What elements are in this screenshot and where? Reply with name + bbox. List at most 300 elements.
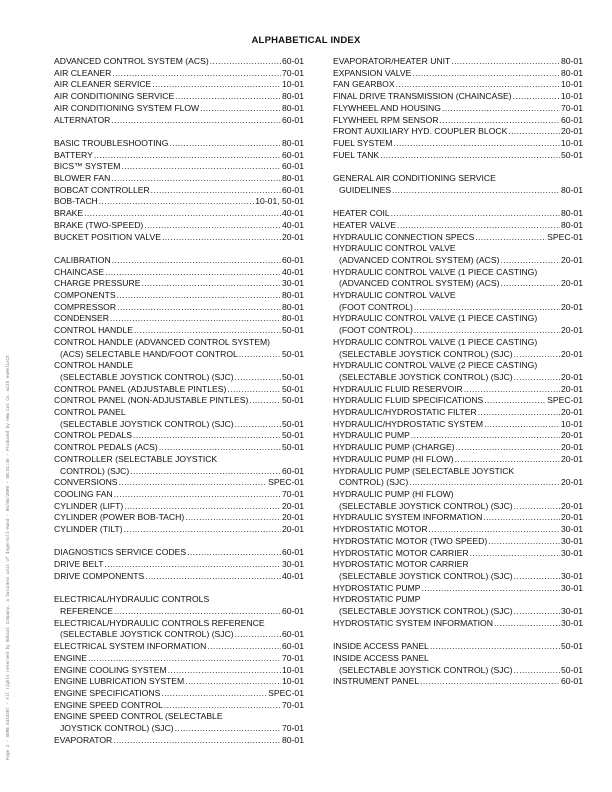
index-entry (54, 665, 304, 677)
entry-page-ref: 30-01 (561, 582, 583, 593)
dot-leader (207, 641, 281, 653)
index-line (54, 688, 304, 700)
index-entry (333, 68, 583, 80)
index-entry (54, 138, 304, 150)
index-line (333, 126, 583, 138)
entry-topic: (SELECTABLE JOYSTICK CONTROL) (SJC) (339, 664, 513, 675)
index-column-right (333, 56, 583, 688)
index-line (54, 349, 304, 361)
dot-leader (494, 618, 560, 630)
section-gap (333, 161, 583, 173)
dot-leader (161, 688, 267, 700)
entry-page-ref: 20-01 (282, 231, 304, 242)
index-entry (54, 407, 304, 430)
index-entry (333, 454, 583, 466)
dot-leader (162, 232, 281, 244)
dot-leader (168, 665, 281, 677)
entry-page-ref: 40-01 (282, 570, 304, 581)
dot-leader (508, 126, 560, 138)
index-line (54, 290, 304, 302)
entry-page-ref: 70-01 (282, 488, 304, 499)
entry-page-ref: 60-01 (282, 161, 304, 172)
entry-topic: HYDRAULIC CONTROL VALVE (333, 243, 456, 254)
dot-leader (442, 103, 560, 115)
index-entry (54, 173, 304, 185)
entry-page-ref: 60-01 (282, 547, 304, 558)
index-entry (333, 676, 583, 688)
index-line (333, 372, 583, 384)
entry-page-ref: 70-01 (561, 102, 583, 113)
entry-topic: ENGINE SPEED CONTROL (54, 699, 163, 710)
entry-page-ref: 50-01 (561, 641, 583, 652)
index-line (333, 173, 583, 185)
index-entry (333, 536, 583, 548)
index-entry (333, 56, 583, 68)
entry-page-ref: 30-01 (561, 535, 583, 546)
index-entry (54, 185, 304, 197)
entry-page-ref: 10-01, 50-01 (255, 196, 304, 207)
index-line (333, 454, 583, 466)
entry-page-ref: 60-01 (561, 676, 583, 687)
dot-leader (94, 150, 281, 162)
entry-page-ref: SPEC-01 (268, 687, 304, 698)
entry-topic: CYLINDER (LIFT) (54, 500, 124, 511)
entry-topic: CYLINDER (TILT) (54, 524, 123, 535)
index-line (333, 185, 583, 197)
index-entry (54, 56, 304, 68)
entry-page-ref: 30-01 (561, 547, 583, 558)
entry-page-ref: 20-01 (561, 430, 583, 441)
index-entry (54, 512, 304, 524)
entry-topic: HYDRAULIC SYSTEM INFORMATION (333, 512, 483, 523)
entry-page-ref: 10-01 (561, 137, 583, 148)
dot-leader (111, 173, 281, 185)
entry-topic: DRIVE BELT (54, 559, 104, 570)
entry-topic: BATTERY (54, 149, 93, 160)
index-line (54, 56, 304, 68)
entry-page-ref: 60-01 (561, 114, 583, 125)
dot-leader (119, 477, 268, 489)
dot-leader (455, 454, 560, 466)
dot-leader (152, 79, 281, 91)
dot-leader (117, 302, 281, 314)
index-entry (54, 208, 304, 220)
entry-topic: CYLINDER (POWER BOB-TACH) (54, 512, 185, 523)
index-line (333, 79, 583, 91)
dot-leader (249, 395, 281, 407)
index-entry (333, 583, 583, 595)
entry-topic: ELECTRICAL/HYDRAULIC CONTROLS REFERENCE (54, 617, 265, 628)
index-line (54, 594, 304, 606)
index-line (333, 349, 583, 361)
entry-page-ref: 60-01 (282, 641, 304, 652)
index-line (333, 442, 583, 454)
entry-topic: HYDRAULIC PUMP (CHARGE) (333, 442, 455, 453)
dot-leader (475, 232, 546, 244)
index-entry (54, 676, 304, 688)
entry-topic: HYDRAULIC FLUID SPECIFICATIONS (333, 395, 484, 406)
dot-leader (483, 512, 560, 524)
index-line (54, 138, 304, 150)
index-entry (54, 79, 304, 91)
entry-page-ref: 20-01 (561, 442, 583, 453)
entry-page-ref: 60-01 (282, 56, 304, 66)
index-entry (54, 594, 304, 617)
index-entry (333, 232, 583, 244)
index-entry (54, 454, 304, 477)
index-entry (54, 547, 304, 559)
entry-topic: FLYWHEEL RPM SENSOR (333, 114, 439, 125)
entry-page-ref: SPEC-01 (547, 395, 583, 406)
entry-topic: BRAKE (54, 208, 84, 219)
dot-leader (112, 255, 281, 267)
entry-page-ref: 60-01 (282, 629, 304, 640)
entry-page-ref: 60-01 (282, 254, 304, 265)
entry-topic: DRIVE COMPONENTS (54, 570, 145, 581)
index-entry (54, 232, 304, 244)
index-line (333, 68, 583, 80)
index-entry (54, 255, 304, 267)
entry-topic: ALTERNATOR (54, 114, 111, 125)
entry-topic: ENGINE SPECIFICATIONS (54, 687, 161, 698)
index-entry (333, 548, 583, 560)
entry-page-ref: 80-01 (282, 102, 304, 113)
entry-topic: (SELECTABLE JOYSTICK CONTROL) (SJC) (339, 371, 513, 382)
dot-leader (159, 442, 281, 454)
index-entry (333, 243, 583, 266)
dot-leader (151, 185, 281, 197)
index-line (54, 220, 304, 232)
index-line (54, 267, 304, 279)
entry-topic: BICS™ SYSTEM (54, 161, 121, 172)
entry-topic: AIR CONDITIONING SERVICE (54, 91, 175, 102)
index-line (54, 629, 304, 641)
entry-topic: REFERENCE (60, 605, 114, 616)
dot-leader (414, 325, 560, 337)
entry-topic: BRAKE (TWO-SPEED) (54, 219, 144, 230)
dot-leader (396, 79, 560, 91)
entry-page-ref: 30-01 (561, 606, 583, 617)
entry-topic: HYDRAULIC CONTROL VALVE (1 PIECE CASTING) (333, 336, 538, 347)
dot-leader (141, 278, 281, 290)
dot-leader (397, 220, 560, 232)
entry-page-ref: 50-01 (561, 149, 583, 160)
index-line (54, 723, 304, 735)
index-column-left (54, 56, 304, 746)
index-line (333, 512, 583, 524)
index-entry (333, 430, 583, 442)
index-entry (54, 161, 304, 173)
index-line (333, 243, 583, 255)
entry-page-ref: 80-01 (282, 173, 304, 184)
entry-topic: INSIDE ACCESS PANEL (333, 641, 429, 652)
dot-leader (412, 68, 560, 80)
entry-page-ref: 50-01 (282, 348, 304, 359)
index-entry (333, 618, 583, 630)
entry-topic: (FOOT CONTROL) (339, 325, 413, 336)
dot-leader (99, 196, 255, 208)
dot-leader (484, 395, 546, 407)
entry-topic: (SELECTABLE JOYSTICK CONTROL) (SJC) (339, 606, 513, 617)
entry-page-ref: 10-01 (282, 79, 304, 90)
entry-topic: CONTROL) (SJC) (339, 477, 409, 488)
dot-leader (239, 349, 281, 361)
entry-topic: INSTRUMENT PANEL (333, 676, 420, 687)
index-line (333, 524, 583, 536)
index-line (333, 255, 583, 267)
index-line (54, 489, 304, 501)
entry-topic: FUEL SYSTEM (333, 137, 393, 148)
dot-leader (105, 267, 281, 279)
index-line (54, 430, 304, 442)
index-line (54, 150, 304, 162)
entry-topic: HYDRAULIC/HYDROSTATIC SYSTEM (333, 418, 484, 429)
entry-page-ref: 20-01 (561, 348, 583, 359)
entry-page-ref: 20-01 (561, 325, 583, 336)
entry-page-ref: 50-01 (282, 325, 304, 336)
index-line (333, 395, 583, 407)
entry-topic: ADVANCED CONTROL SYSTEM (ACS) (54, 56, 209, 66)
dot-leader (88, 653, 281, 665)
index-entry (333, 653, 583, 676)
entry-page-ref: 50-01 (282, 383, 304, 394)
dot-leader (144, 220, 281, 232)
index-entry (54, 618, 304, 641)
index-line (54, 161, 304, 173)
entry-topic: JOYSTICK CONTROL) (SJC) (60, 723, 174, 734)
dot-leader (117, 290, 281, 302)
index-line (333, 641, 583, 653)
entry-page-ref: 20-01 (561, 126, 583, 137)
dot-leader (113, 735, 281, 747)
index-line (333, 477, 583, 489)
entry-topic: ELECTRICAL SYSTEM INFORMATION (54, 641, 207, 652)
entry-page-ref: 50-01 (282, 442, 304, 453)
index-line (54, 196, 304, 208)
index-line (54, 618, 304, 630)
index-entry (54, 559, 304, 571)
dot-leader (380, 150, 560, 162)
index-entry (333, 360, 583, 383)
entry-page-ref: 60-01 (282, 114, 304, 125)
index-line (54, 665, 304, 677)
dot-leader (429, 524, 560, 536)
dot-leader (114, 606, 281, 618)
entry-page-ref: 10-01 (561, 91, 583, 102)
entry-topic: HYDROSTATIC MOTOR (TWO SPEED) (333, 535, 488, 546)
dot-leader (227, 384, 281, 396)
index-line (54, 735, 304, 747)
index-entry (333, 524, 583, 536)
dot-leader (514, 665, 560, 677)
entry-page-ref: 40-01 (282, 208, 304, 219)
entry-topic: HYDRAULIC PUMP (HI FLOW) (333, 453, 454, 464)
section-gap (54, 583, 304, 595)
dot-leader (514, 349, 560, 361)
entry-topic: (ADVANCED CONTROL SYSTEM) (ACS) (339, 254, 500, 265)
index-entry (54, 360, 304, 383)
index-entry (333, 641, 583, 653)
entry-topic: EVAPORATOR/HEATER UNIT (333, 56, 451, 66)
entry-page-ref: 50-01 (282, 395, 304, 406)
index-line (333, 489, 583, 501)
index-line (333, 583, 583, 595)
index-entry (333, 466, 583, 489)
index-entry (54, 735, 304, 747)
entry-page-ref: 20-01 (561, 383, 583, 394)
entry-page-ref: 20-01 (282, 512, 304, 523)
entry-topic: DIAGNOSTICS SERVICE CODES (54, 547, 187, 558)
index-entry (54, 267, 304, 279)
entry-page-ref: SPEC-01 (268, 477, 304, 488)
index-line (54, 68, 304, 80)
index-entry (333, 395, 583, 407)
dot-leader (514, 501, 560, 513)
dot-leader (110, 313, 281, 325)
index-line (54, 571, 304, 583)
dot-leader (488, 536, 560, 548)
index-entry (54, 115, 304, 127)
entry-topic: FRONT AUXILIARY HYD. COUPLER BLOCK (333, 126, 508, 137)
page-title: ALPHABETICAL INDEX (251, 35, 361, 46)
index-line (54, 711, 304, 723)
index-line (333, 384, 583, 396)
entry-page-ref: 80-01 (282, 91, 304, 102)
entry-topic: ENGINE LUBRICATION SYSTEM (54, 676, 185, 687)
dot-leader (513, 91, 560, 103)
dot-leader (514, 606, 560, 618)
dot-leader (392, 185, 560, 197)
entry-topic: AIR CLEANER SERVICE (54, 79, 152, 90)
entry-topic: HYDROSTATIC SYSTEM INFORMATION (333, 617, 493, 628)
entry-topic: HYDRAULIC CONTROL VALVE (1 PIECE CASTING) (333, 313, 538, 324)
entry-topic: CONTROL PANEL (54, 407, 126, 418)
index-entry (333, 115, 583, 127)
entry-topic: CONTROL PEDALS (54, 430, 132, 441)
entry-topic: FINAL DRIVE TRANSMISSION (CHAINCASE) (333, 91, 512, 102)
index-entry (54, 395, 304, 407)
index-line (54, 91, 304, 103)
entry-topic: GUIDELINES (339, 184, 392, 195)
index-line (54, 173, 304, 185)
dot-leader (456, 442, 560, 454)
entry-topic: HYDRAULIC FLUID RESERVOIR (333, 383, 463, 394)
entry-page-ref: 80-01 (282, 137, 304, 148)
dot-leader (409, 477, 560, 489)
index-entry (333, 407, 583, 419)
entry-page-ref: 20-01 (561, 453, 583, 464)
index-line (54, 419, 304, 431)
entry-page-ref: 70-01 (282, 652, 304, 663)
index-line (333, 430, 583, 442)
entry-topic: (ACS) SELECTABLE HAND/FOOT CONTROL (60, 348, 238, 359)
index-line (333, 419, 583, 431)
index-line (54, 185, 304, 197)
index-line (333, 536, 583, 548)
index-entry (54, 700, 304, 712)
section-gap (54, 536, 304, 548)
index-entry (333, 489, 583, 512)
entry-topic: CONTROL PEDALS (ACS) (54, 442, 158, 453)
entry-topic: (SELECTABLE JOYSTICK CONTROL) (SJC) (60, 418, 234, 429)
entry-page-ref: 60-01 (282, 465, 304, 476)
entry-page-ref: 50-01 (561, 664, 583, 675)
index-entry (333, 220, 583, 232)
index-line (54, 559, 304, 571)
dot-leader (514, 372, 560, 384)
dot-leader (235, 419, 281, 431)
section-gap (333, 629, 583, 641)
entry-topic: CONTROL HANDLE (ADVANCED CONTROL SYSTEM) (54, 336, 270, 347)
index-entry (54, 477, 304, 489)
entry-topic: CONVERSIONS (54, 477, 118, 488)
index-line (54, 232, 304, 244)
index-entry (54, 278, 304, 290)
index-line (333, 138, 583, 150)
index-line (333, 571, 583, 583)
index-entry (54, 430, 304, 442)
entry-topic: HYDROSTATIC PUMP (333, 594, 421, 605)
index-entry (333, 208, 583, 220)
index-entry (333, 442, 583, 454)
dot-leader (464, 384, 560, 396)
index-line (54, 384, 304, 396)
dot-leader (470, 548, 560, 560)
index-line (54, 547, 304, 559)
entry-page-ref: 80-01 (561, 219, 583, 230)
entry-page-ref: 80-01 (282, 301, 304, 312)
dot-leader (514, 571, 560, 583)
entry-page-ref: 80-01 (561, 67, 583, 78)
index-line (54, 255, 304, 267)
index-entry (333, 559, 583, 582)
entry-topic: (FOOT CONTROL) (339, 301, 413, 312)
index-line (54, 325, 304, 337)
index-line (54, 395, 304, 407)
index-line (54, 653, 304, 665)
entry-topic: (SELECTABLE JOYSTICK CONTROL) (SJC) (339, 500, 513, 511)
index-entry (333, 91, 583, 103)
index-line (54, 407, 304, 419)
entry-page-ref: 10-01 (561, 79, 583, 90)
index-entry (333, 512, 583, 524)
dot-leader (420, 676, 560, 688)
entry-page-ref: 20-01 (561, 254, 583, 265)
entry-page-ref: 10-01 (561, 418, 583, 429)
index-line (333, 278, 583, 290)
entry-topic: BOBCAT CONTROLLER (54, 184, 150, 195)
index-entry (54, 384, 304, 396)
index-entry (333, 267, 583, 290)
dot-leader (134, 325, 281, 337)
dot-leader (391, 208, 560, 220)
dot-leader (500, 278, 560, 290)
index-line (54, 115, 304, 127)
index-line (333, 594, 583, 606)
index-line (333, 618, 583, 630)
entry-topic: BOB-TACH (54, 196, 98, 207)
index-entry (333, 173, 583, 196)
entry-page-ref: 10-01 (282, 664, 304, 675)
index-entry (333, 150, 583, 162)
entry-topic: HYDRAULIC PUMP (333, 430, 410, 441)
index-line (333, 360, 583, 372)
index-line (54, 512, 304, 524)
entry-topic: HYDRAULIC PUMP (HI FLOW) (333, 488, 454, 499)
section-gap (333, 196, 583, 208)
index-line (54, 442, 304, 454)
entry-page-ref: 50-01 (282, 371, 304, 382)
